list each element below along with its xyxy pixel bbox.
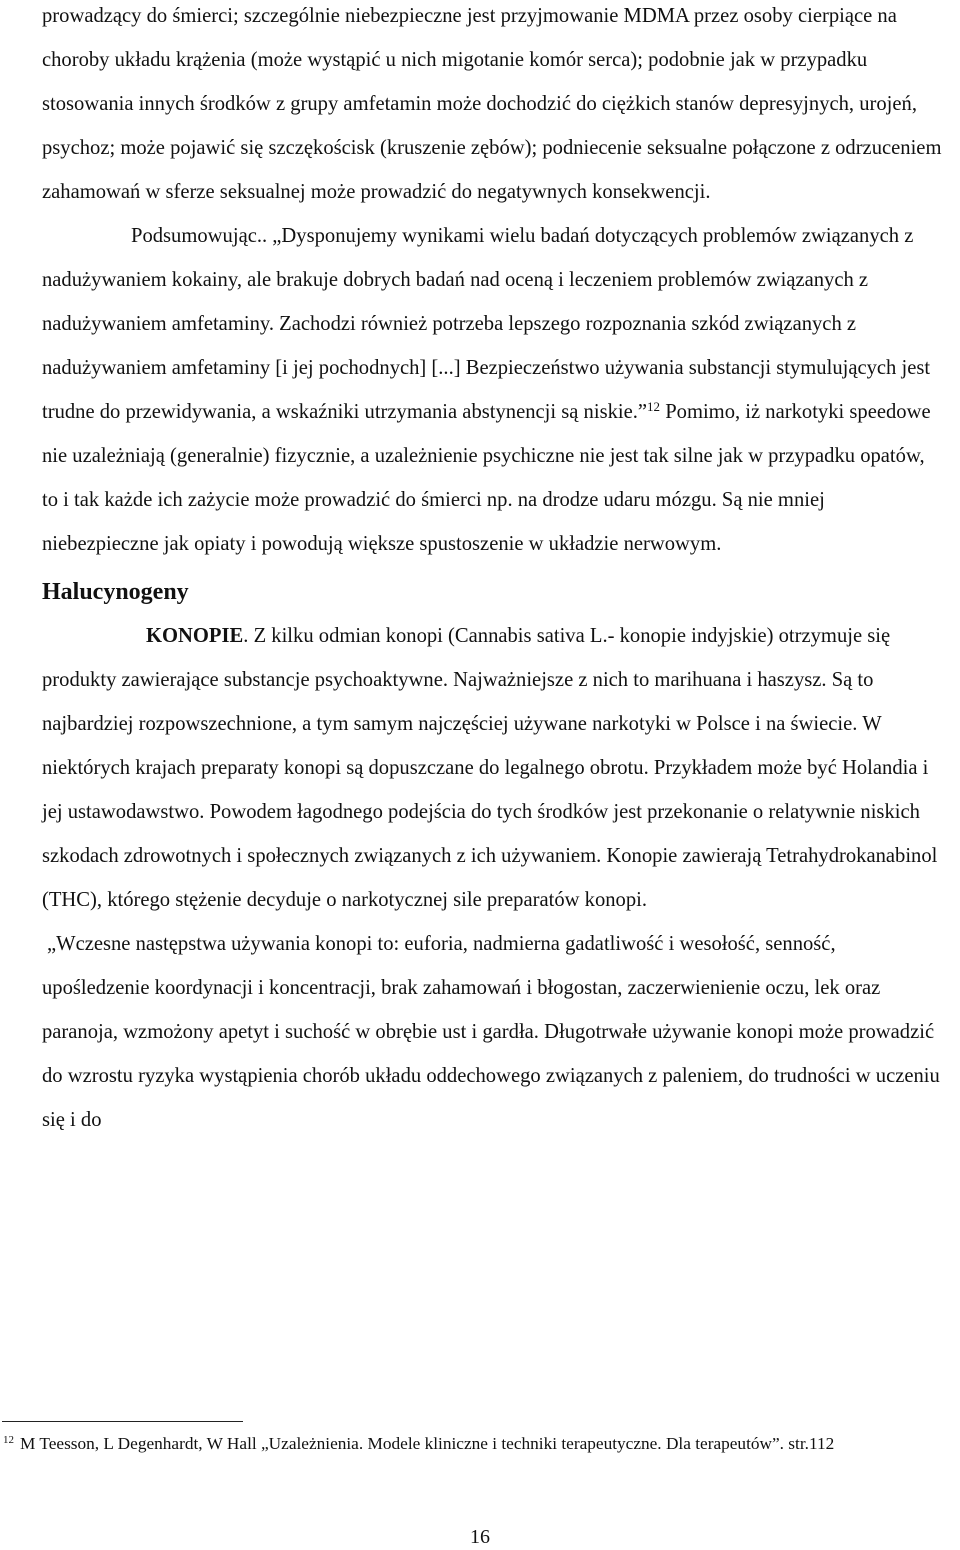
body-text [42, 0, 942, 1142]
footnote-separator [2, 1421, 243, 1422]
footnote-reference[interactable]: 12 [647, 399, 661, 414]
section-heading-hallucinogens: Halucynogeny [42, 579, 189, 605]
summary-continuation: Pomimo, iż narkotyki speedowe nie uzależniają (generalnie) fizycznie, a uzależnienie psychiczne nie jest tak silne jak w przypadku opatów, to i tak każde ich zażycie może prowadzić do śmierci np. na drodze udaru mózgu. Są nie mniej niebezpieczne jak opiaty i powodują większe spustoszenie w układzie nerwowym. [42, 401, 931, 555]
paragraph-text: prowadzący do śmierci; szczególnie niebezpieczne jest przyjmowanie MDMA przez osoby cierpiące na choroby układu krążenia (może wystąpić u nich migotanie komór serca); podobnie jak w przypadku stosowania innych środków z grupy amfetamin może dochodzić do ciężkich stanów depresyjnych, urojeń, psychoz; może pojawić się szczękościsk (kruszenie zębów); podniecenie seksualne połączone z odrzuceniem zahamowań w sferze seksualnej może prowadzić do negatywnych konsekwencji. [42, 5, 942, 203]
summary-quote: Podsumowując.. „Dysponujemy wynikami wielu badań dotyczących problemów związanych z nadużywaniem kokainy, ale brakuje dobrych badań nad oceną i leczeniem problemów związanych z nadużywaniem amfetaminy. Zachodzi również potrzeba lepszego rozpoznania szkód związanych z nadużywaniem amfetaminy [i jej pochodnych] [...] Bezpieczeństwo używania substancji stymulujących jest trudne do przewidywania, a wskaźniki utrzymania abstynencji są niskie.” [42, 225, 931, 423]
paragraph-summary [42, 214, 942, 566]
footnote [3, 1432, 958, 1456]
cannabis-term: KONOPIE [146, 625, 244, 647]
paragraph-cannabis [42, 614, 942, 922]
effects-quote: „Wczesne następstwa używania konopi to: euforia, nadmierna gadatliwość i wesołość, senność, upośledzenie koordynacji i koncentracji, brak zahamowań i błogostan, zaczerwienienie oczu, lek oraz paranoja, wzmożony apetyt i suchość w obrębie ust i gardła. Długotrwałe używanie konopi może prowadzić do wzrostu ryzyka wystąpienia chorób układu oddechowego związanych z paleniem, do trudności w uczeniu się i do [42, 933, 940, 1131]
footnote-mark: 12 [3, 1434, 14, 1446]
paragraph-cannabis-effects [42, 922, 942, 1142]
page-number: 16 [470, 1526, 490, 1548]
cannabis-text: . Z kilku odmian konopi (Cannabis sativa L.- konopie indyjskie) otrzymuje się produkty zawierające substancje psychoaktywne. Najważniejsze z nich to marihuana i haszysz. Są to najbardziej rozpowszechnione, a tym samym najczęściej używane narkotyki w Polsce i na świecie. W niektórych krajach preparaty konopi są dopuszczane do legalnego obrotu. Przykładem może być Holandia i jej ustawodawstwo. Powodem łagodnego podejścia do tych środków jest przekonanie o relatywnie niskich szkodach zdrowotnych i społecznych związanych z ich używaniem. Konopie zawierają Tetrahydrokanabinol (THC), którego stężenie decyduje o narkotycznej sile preparatów konopi. [42, 625, 938, 911]
paragraph-mdma-risks [42, 0, 942, 214]
footnote-text: M Teesson, L Degenhardt, W Hall „Uzależnienia. Modele kliniczne i techniki terapeutyczne. Dla terapeutów”. str.112 [20, 1434, 835, 1453]
